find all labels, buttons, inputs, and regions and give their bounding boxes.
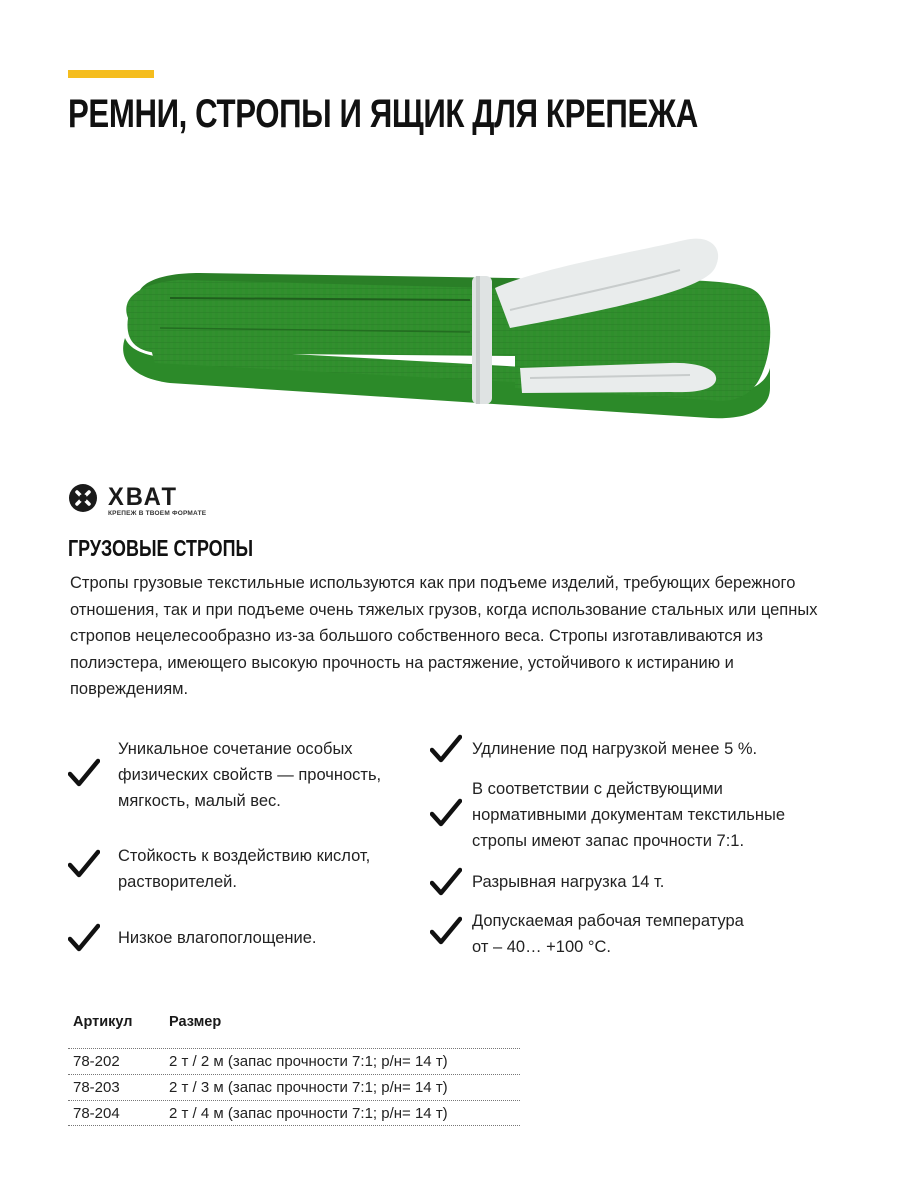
title-accent-bar [68,70,154,78]
header-sku: Артикул [73,1014,133,1030]
cell-sku: 78-203 [73,1079,120,1096]
cell-size: 2 т / 3 м (запас прочности 7:1; р/н= 14 т) [169,1079,448,1096]
checkmark-icon [430,916,462,946]
checkmark-icon [68,923,100,953]
xvat-logo-icon [68,483,98,513]
checkmark-icon [430,867,462,897]
checkmark-icon [68,849,100,879]
cell-size: 2 т / 4 м (запас прочности 7:1; р/н= 14 т) [169,1105,448,1122]
feature-text: Удлинение под нагрузкой менее 5 %. [472,740,758,758]
table-row [68,1100,520,1126]
page-title: РЕМНИ, СТРОПЫ И ЯЩИК ДЛЯ КРЕПЕЖА [68,92,698,136]
feature-text: Стойкость к воздействию кислот, растворителей. [118,847,371,891]
feature-text: В соответствии с действующими нормативными документам текстильные стропы имеют запас прочности 7:1. [472,780,786,850]
green-textile-sling-image [110,228,790,438]
intro-paragraph: Стропы грузовые текстильные используются как при подъеме изделий, требующих бережного отношения, так и при подъеме очень тяжелых грузов, когда использование стальных или цепных стропов нецелесообразно из-за большого собственного веса. Стропы изготавливаются из полиэстера, имеющего высокую прочность на растяжение, устойчивого к истиранию и повреждениям. [70,574,818,698]
feature-text: Разрывная нагрузка 14 т. [472,873,665,891]
feature-text: Допускаемая рабочая температура от – 40… +100 °С. [472,912,744,956]
feature-text: Низкое влагопоглощение. [118,929,317,947]
feature-text: Уникальное сочетание особых физических свойств — прочность, мягкость, малый вес. [118,740,382,810]
table-header [68,1008,520,1048]
checkmark-icon [68,758,100,788]
brand-name: ХВАТ [108,483,178,511]
cell-sku: 78-204 [73,1105,120,1122]
table-row [68,1074,520,1100]
brand-tagline: КРЕПЕЖ В ТВОЕМ ФОРМАТЕ [108,510,207,517]
checkmark-icon [430,734,462,764]
header-size: Размер [169,1014,222,1030]
cell-size: 2 т / 2 м (запас прочности 7:1; р/н= 14 т) [169,1053,448,1070]
checkmark-icon [430,798,462,828]
brand-logo [68,483,228,519]
spec-table [68,1008,520,1126]
table-row [68,1048,520,1074]
cell-sku: 78-202 [73,1053,120,1070]
section-title: ГРУЗОВЫЕ СТРОПЫ [68,535,254,561]
